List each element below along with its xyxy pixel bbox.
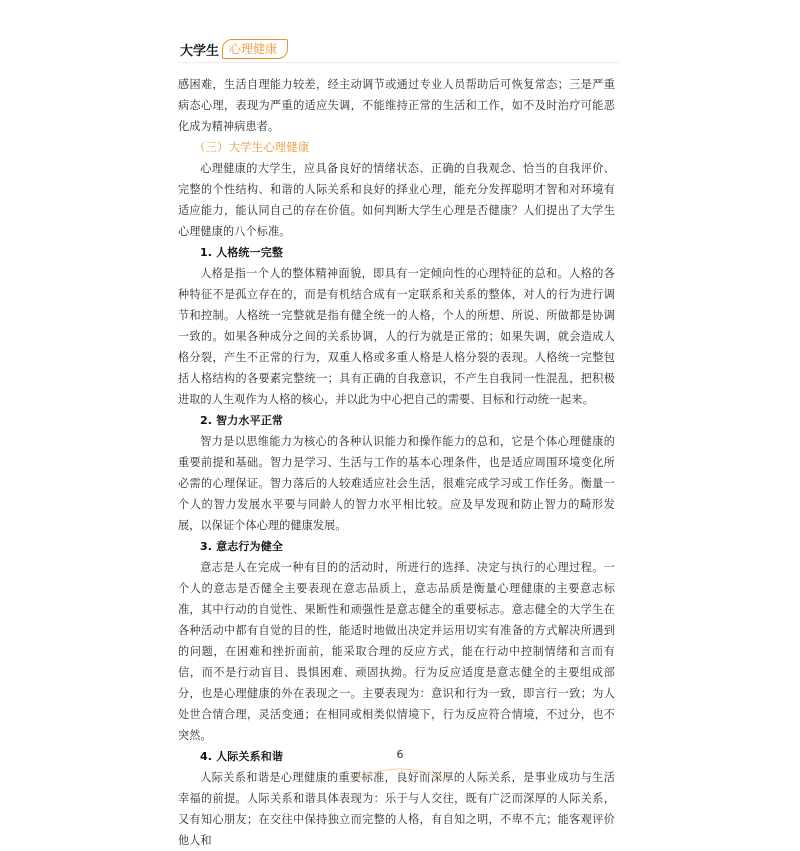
subheading-2: 2. 智力水平正常 bbox=[200, 414, 284, 427]
subheading-1: 1. 人格统一完整 bbox=[200, 246, 284, 259]
header-divider bbox=[178, 62, 620, 63]
paragraph-4: 人际关系和谐是心理健康的重要标准，良好而深厚的人际关系，是事业成功与生活幸福的前提。人际关系和谐具体表现为：乐于与人交往，既有广泛而深厚的人际关系，又有知心朋友；在交往中保持独立而完整的人格，有自知之明，不卑不亢；能客观评价他人和 bbox=[178, 771, 615, 847]
page-number: 6 bbox=[396, 748, 404, 761]
intro-paragraph: 感困难，生活自理能力较差，经主动调节或通过专业人员帮助后可恢复常态；三是严重病态心理，表现为严重的适应失调，不能维持正常的生活和工作，如不及时治疗可能恶化成为精神病患者。 bbox=[178, 78, 615, 133]
chapter-tag: 心理健康 bbox=[222, 39, 288, 59]
paragraph-1: 人格是指一个人的整体精神面貌，即具有一定倾向性的心理特征的总和。人格的各种特征不是孤立存在的，而是有机结合成有一定联系和关系的整体，对人的行为进行调节和控制。人格统一完整就是指有健全统一的人格，个人的所想、所说、所做都是协调一致的。如果各种成分之间的关系协调，人的行为就是正常的；如果失调，就会造成人格分裂，产生不正常的行为，双重人格或多重人格是人格分裂的表现。人格统一完整包括人格结构的各要素完整统一；具有正确的自我意识，不产生自我同一性混乱，把积极进取的人生观作为人格的核心，并以此为中心把自己的需要、目标和行动统一起来。 bbox=[178, 267, 615, 406]
subheading-4: 4. 人际关系和谐 bbox=[200, 750, 284, 763]
section-heading: （三）大学生心理健康 bbox=[193, 140, 310, 154]
paragraph-2: 智力是以思维能力为核心的各种认识能力和操作能力的总和，它是个体心理健康的重要前提和基础。智力是学习、生活与工作的基本心理条件，也是适应周围环境变化所必需的心理保证。智力落后的人较难适应社会生活，很难完成学习或工作任务。衡量一个人的智力发展水平要与同龄人的智力水平相比较。应及早发现和防止智力的畸形发展，以保证个体心理的健康发展。 bbox=[178, 435, 615, 532]
subheading-3: 3. 意志行为健全 bbox=[200, 540, 284, 553]
book-title: 大学生 bbox=[180, 43, 220, 59]
running-header bbox=[180, 38, 288, 60]
page-body bbox=[178, 74, 615, 851]
paragraph-3: 意志是人在完成一种有目的的活动时，所进行的选择、决定与执行的心理过程。一个人的意志是否健全主要表现在意志品质上，意志品质是衡量心理健康的主要意志标准，其中行动的自觉性、果断性和顽强性是意志健全的重要标志。意志健全的大学生在各种活动中都有自觉的目的性，能适时地做出决定并运用切实有准备的方式解决所遇到的问题，在困难和挫折面前，能采取合理的反应方式，能在行动中控制情绪和言而有信，而不是行动盲目、畏惧困难、顽固执拗。行为反应适度是意志健全的主要组成部分，也是心理健康的外在表现之一。主要表现为：意识和行为一致，即言行一致；为人处世合情合理，灵活变通；在相同或相类似情境下，行为反应符合情境，不过分，也不突然。 bbox=[178, 561, 615, 742]
section-paragraph: 心理健康的大学生，应具备良好的情绪状态、正确的自我观念、恰当的自我评价、完整的个性结构、和谐的人际关系和良好的择业心理，能充分发挥聪明才智和对环境有适应能力，能认同自己的存在价值。如何判断大学生心理是否健康？人们提出了大学生心理健康的八个标准。 bbox=[178, 162, 615, 238]
